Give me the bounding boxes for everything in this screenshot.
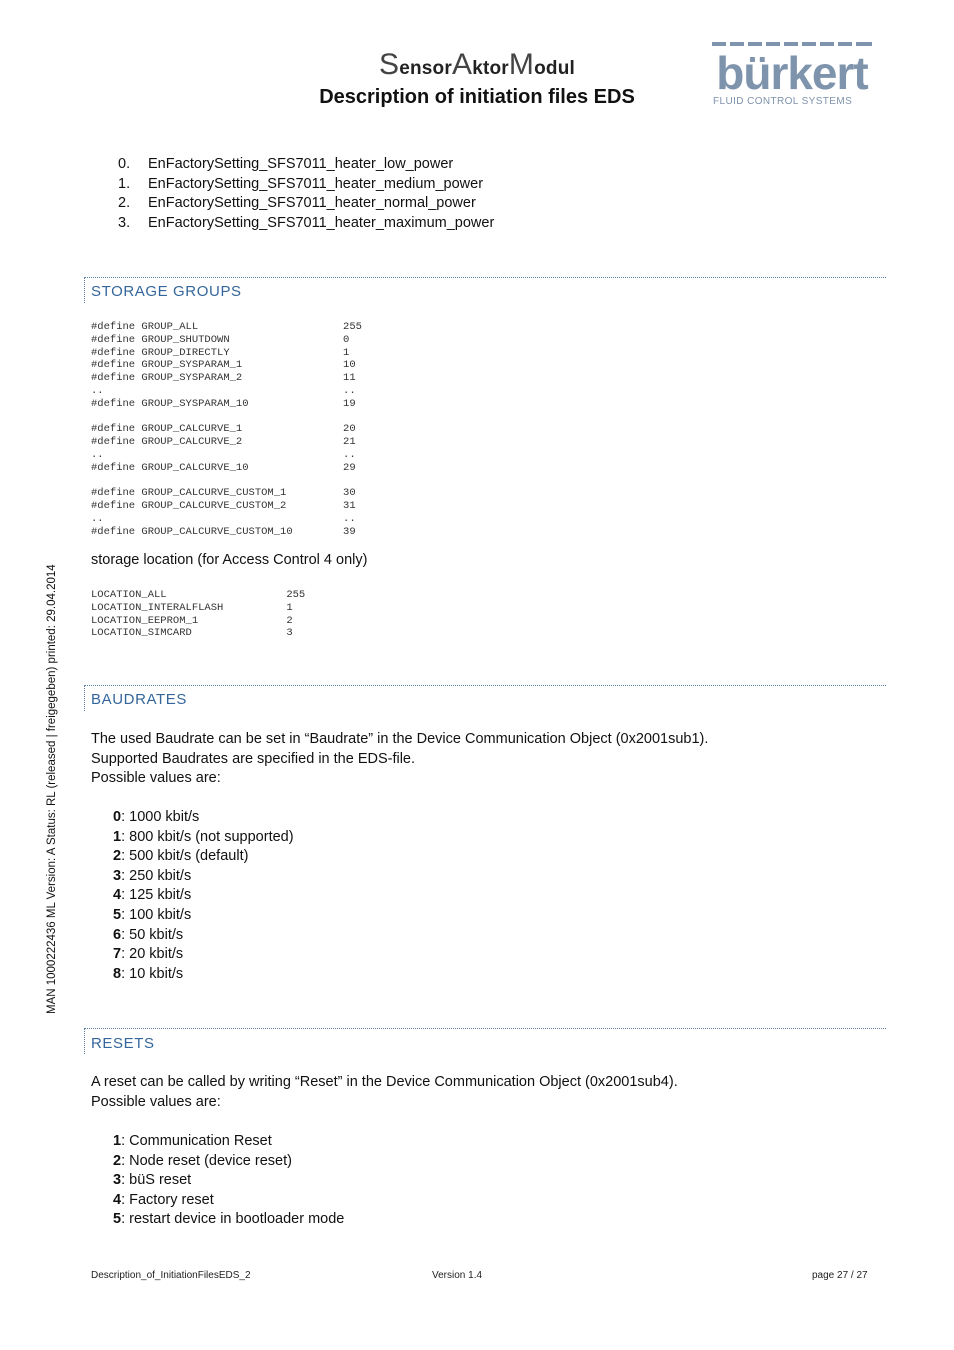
define-name: #define GROUP_CALCURVE_CUSTOM_1 <box>91 487 287 500</box>
code-line <box>91 411 362 424</box>
section-divider-side <box>84 685 85 711</box>
list-item: 6: 50 kbit/s <box>113 926 184 943</box>
define-name: #define GROUP_CALCURVE_1 <box>91 423 243 436</box>
define-name: #define GROUP_CALCURVE_2 <box>91 436 243 449</box>
code-line <box>91 513 362 526</box>
code-line <box>91 385 362 398</box>
storage-locations <box>91 589 305 640</box>
define-name: .. <box>91 384 104 397</box>
define-name: .. <box>91 512 104 525</box>
title-part: Sensor <box>379 48 452 81</box>
logo-wordmark: bürkert <box>716 47 868 99</box>
burkert-logo <box>712 42 874 108</box>
define-value: 11 <box>343 372 356 385</box>
define-value: 31 <box>343 500 356 513</box>
define-value: 10 <box>343 359 356 372</box>
define-name: #define GROUP_CALCURVE_10 <box>91 461 249 474</box>
baudrate-values <box>113 808 294 984</box>
define-name: #define GROUP_SYSPARAM_2 <box>91 372 243 385</box>
resets-intro <box>91 1073 678 1112</box>
define-name: LOCATION_INTERALFLASH <box>91 601 224 614</box>
define-name: #define GROUP_CALCURVE_CUSTOM_2 <box>91 500 287 513</box>
logo-tagline: FLUID CONTROL SYSTEMS <box>713 96 853 107</box>
code-line <box>91 334 362 347</box>
define-value: 29 <box>343 461 356 474</box>
list-item: 2: 500 kbit/s (default) <box>113 848 249 865</box>
list-item: 0. EnFactorySetting_SFS7011_heater_low_power <box>118 156 454 172</box>
code-line <box>91 347 362 360</box>
code-line <box>91 462 362 475</box>
footer-page-number: page 27 / 27 <box>812 1270 868 1281</box>
define-name <box>91 475 343 488</box>
code-line <box>91 500 362 513</box>
section-divider <box>84 685 886 686</box>
section-heading-storage-groups: STORAGE GROUPS <box>91 283 242 300</box>
define-name: #define GROUP_SYSPARAM_1 <box>91 359 243 372</box>
list-item: 8: 10 kbit/s <box>113 965 184 982</box>
storage-group-defines <box>91 321 362 539</box>
define-name: .. <box>91 448 104 461</box>
list-item: 7: 20 kbit/s <box>113 946 184 963</box>
section-heading-resets: RESETS <box>91 1035 155 1052</box>
section-divider <box>84 1028 886 1029</box>
define-value: 30 <box>343 487 356 500</box>
section-divider-side <box>84 1028 85 1054</box>
code-line <box>91 321 362 334</box>
list-item: 3. EnFactorySetting_SFS7011_heater_maximum_power <box>118 214 495 231</box>
storage-location-caption: storage location (for Access Control 4 only) <box>91 552 368 568</box>
define-value: .. <box>343 512 356 525</box>
paragraph-line: The used Baudrate can be set in “Baudrate” in the Device Communication Object (0x2001sub1). <box>91 731 709 747</box>
define-name: #define GROUP_CALCURVE_CUSTOM_10 <box>91 525 293 538</box>
list-item: 5: 100 kbit/s <box>113 906 192 923</box>
section-divider-side <box>84 277 85 303</box>
code-line <box>91 475 362 488</box>
code-line <box>91 423 362 436</box>
section-heading-baudrates: BAUDRATES <box>91 691 187 708</box>
factory-setting-list <box>118 155 494 233</box>
code-line <box>91 526 362 539</box>
document-subtitle: Description of initiation files EDS <box>319 86 635 108</box>
document-status-note: MAN 1000222436 ML Version: A Status: RL (released | freigegeben) printed: 29.04.2014 <box>46 564 58 1014</box>
define-value: 20 <box>343 423 356 436</box>
define-name <box>91 411 343 424</box>
define-value: .. <box>343 448 356 461</box>
paragraph-line: A reset can be called by writing “Reset” in the Device Communication Object (0x2001sub4). <box>91 1074 678 1090</box>
list-item: 1: Communication Reset <box>113 1133 272 1149</box>
paragraph-line: Supported Baudrates are specified in the EDS-file. <box>91 750 416 767</box>
title-part: Aktor <box>451 48 509 81</box>
list-item: 5: restart device in bootloader mode <box>113 1211 345 1228</box>
define-name: #define GROUP_DIRECTLY <box>91 346 230 359</box>
reset-values <box>113 1132 344 1230</box>
define-value: 1 <box>343 346 350 359</box>
define-value: 39 <box>343 525 356 538</box>
code-line <box>91 359 362 372</box>
define-name: LOCATION_ALL <box>91 589 167 601</box>
footer-version: Version 1.4 <box>432 1270 483 1281</box>
code-line <box>91 449 362 462</box>
define-name: #define GROUP_SYSPARAM_10 <box>91 397 249 410</box>
define-value: 21 <box>343 436 356 449</box>
list-item: 4: Factory reset <box>113 1191 214 1208</box>
document-title <box>280 48 674 82</box>
baudrates-intro <box>91 730 708 789</box>
code-line <box>91 589 305 602</box>
code-line <box>91 627 305 640</box>
title-part: Modul <box>508 48 575 81</box>
define-value: 2 <box>286 614 293 627</box>
list-item: 1. EnFactorySetting_SFS7011_heater_medium_power <box>118 175 484 192</box>
define-value: 1 <box>286 601 293 614</box>
code-line <box>91 615 305 628</box>
define-value: 3 <box>286 627 293 640</box>
list-item: 4: 125 kbit/s <box>113 887 192 904</box>
footer-document-name: Description_of_InitiationFilesEDS_2 <box>91 1270 251 1281</box>
list-item: 0: 1000 kbit/s <box>113 809 200 825</box>
define-value: 19 <box>343 397 356 410</box>
code-line <box>91 436 362 449</box>
code-line <box>91 372 362 385</box>
list-item: 2: Node reset (device reset) <box>113 1152 292 1169</box>
section-divider <box>84 277 886 278</box>
list-item: 3: büS reset <box>113 1172 192 1189</box>
paragraph-line: Possible values are: <box>91 1093 221 1110</box>
define-value: 255 <box>286 589 306 601</box>
paragraph-line: Possible values are: <box>91 770 221 786</box>
define-name: #define GROUP_SHUTDOWN <box>91 333 230 346</box>
define-value: 255 <box>343 321 362 333</box>
code-line <box>91 602 305 615</box>
define-name: #define GROUP_ALL <box>91 321 199 333</box>
define-name: LOCATION_EEPROM_1 <box>91 614 199 627</box>
code-line <box>91 487 362 500</box>
define-name: LOCATION_SIMCARD <box>91 627 192 640</box>
define-value: .. <box>343 384 356 397</box>
code-line <box>91 398 362 411</box>
list-item: 3: 250 kbit/s <box>113 867 192 884</box>
define-value: 0 <box>343 333 350 346</box>
list-item: 1: 800 kbit/s (not supported) <box>113 828 294 845</box>
list-item: 2. EnFactorySetting_SFS7011_heater_normal_power <box>118 195 476 211</box>
